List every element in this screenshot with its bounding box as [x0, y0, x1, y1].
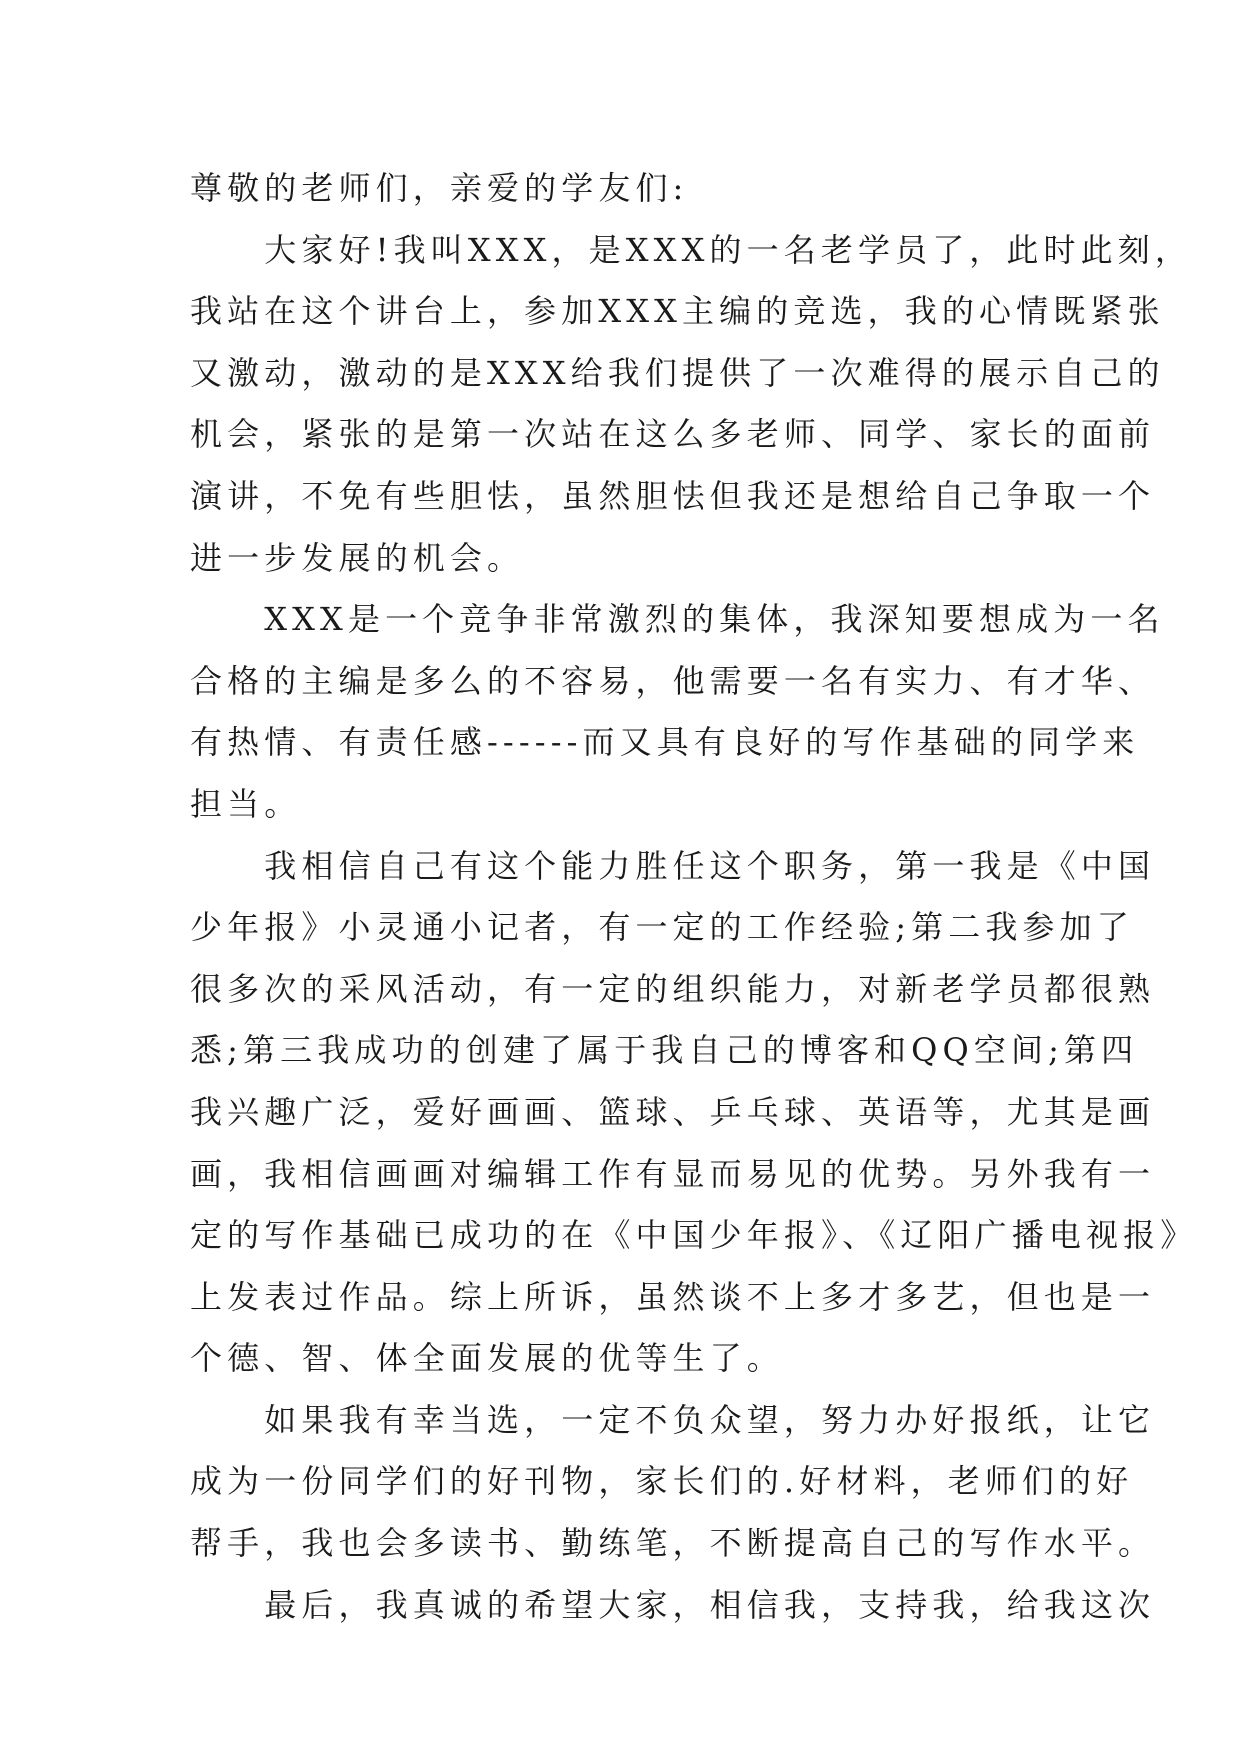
text-line: 有热情、有责任感------而又具有良好的写作基础的同学来	[190, 723, 1140, 762]
text-line: 机会，紧张的是第一次站在这么多老师、同学、家长的面前	[190, 415, 1156, 454]
text-line: 担当。	[190, 784, 302, 823]
text-line: 上发表过作品。综上所诉，虽然谈不上多才多艺，但也是一	[190, 1277, 1156, 1316]
text-line: 个德、智、体全面发展的优等生了。	[190, 1339, 784, 1378]
text-line: 我站在这个讲台上，参加XXX主编的竞选，我的心情既紧张	[190, 292, 1165, 331]
text-line: 大家好!我叫XXX，是XXX的一名老学员了，此时此刻，	[190, 230, 1193, 269]
text-line: 成为一份同学们的好刊物，家长们的.好材料，老师们的好	[190, 1462, 1134, 1501]
text-line: 画，我相信画画对编辑工作有显而易见的优势。另外我有一	[190, 1154, 1156, 1193]
text-line: 帮手，我也会多读书、勤练笔，不断提高自己的写作水平。	[190, 1524, 1156, 1563]
text-line: 我相信自己有这个能力胜任这个职务，第一我是《中国	[190, 846, 1156, 885]
text-line: 最后，我真诚的希望大家，相信我，支持我，给我这次	[190, 1585, 1156, 1624]
text-line: 悉;第三我成功的创建了属于我自己的博客和QQ空间;第四	[190, 1031, 1139, 1070]
text-line: 少年报》小灵通小记者，有一定的工作经验;第二我参加了	[190, 908, 1134, 947]
text-line: 如果我有幸当选，一定不负众望，努力办好报纸，让它	[190, 1400, 1156, 1439]
text-line: 演讲，不免有些胆怯，虽然胆怯但我还是想给自己争取一个	[190, 476, 1156, 515]
text-line: 合格的主编是多么的不容易，他需要一名有实力、有才华、	[190, 661, 1156, 700]
text-line: 又激动，激动的是XXX给我们提供了一次难得的展示自己的	[190, 353, 1165, 392]
text-line: 尊敬的老师们，亲爱的学友们:	[190, 169, 689, 207]
text-line: XXX是一个竞争非常激烈的集体，我深知要想成为一名	[190, 600, 1165, 639]
text-line: 定的写作基础已成功的在《中国少年报》、《辽阳广播电视报》	[190, 1216, 1198, 1255]
text-line: 很多次的采风活动，有一定的组织能力，对新老学员都很熟	[190, 969, 1156, 1008]
text-line: 进一步发展的机会。	[190, 538, 525, 577]
speech-text	[190, 158, 1198, 1636]
text-line: 我兴趣广泛，爱好画画、篮球、乒乓球、英语等，尤其是画	[190, 1092, 1156, 1131]
